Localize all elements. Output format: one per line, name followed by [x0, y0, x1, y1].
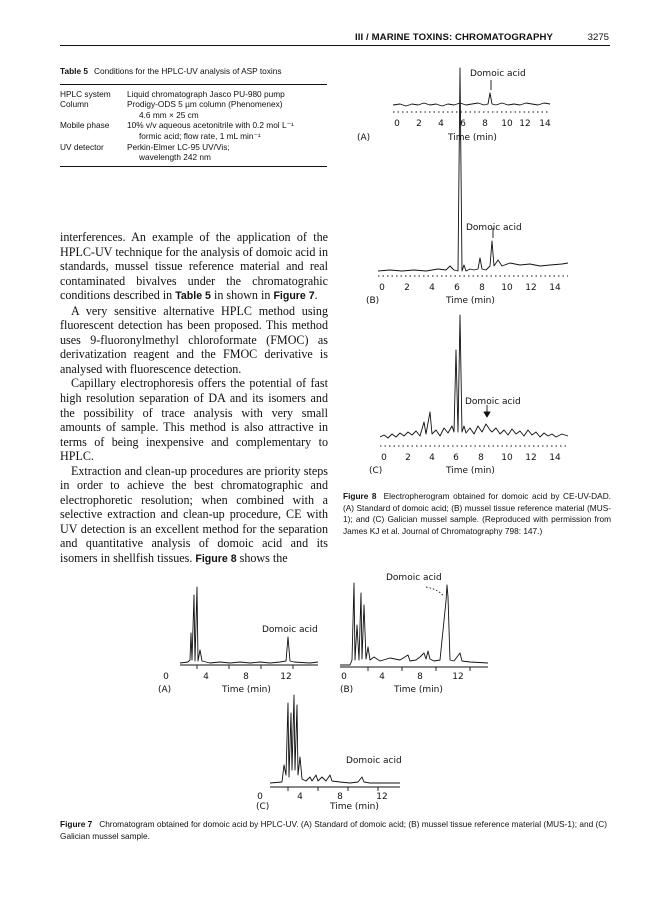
section-title: III / MARINE TOXINS: CHROMATOGRAPHY: [355, 32, 554, 43]
tick-b-0: 0: [379, 283, 385, 293]
table-row: [60, 89, 327, 100]
figure-8-electropherogram: [350, 60, 610, 480]
table-rows: [60, 85, 327, 166]
table-5: [60, 66, 327, 167]
figure-7-caption: [60, 819, 610, 842]
tick-b-8: 8: [417, 672, 423, 682]
tick-a-0: 0: [394, 119, 400, 129]
table-value: 10% v/v aqueous acetonitrile with 0.2 mol L⁻¹: [127, 120, 294, 131]
figure-8-label: Figure 8: [343, 491, 377, 501]
paragraph-1: interferences. An example of the application of the HPLC-UV technique for the analysis of domoic acid in standards, mussel tissue reference material and real contaminated bivalves under the chromatograhic conditions described in Table 5 in shown in Figure 7.: [60, 230, 328, 303]
panel-label-a: (A): [357, 133, 371, 143]
figure-7-ref: Figure 7: [273, 290, 315, 303]
tick-b-6: 6: [454, 283, 460, 293]
tick-c-4: 4: [429, 453, 435, 463]
peak-label-c: Domoic acid: [465, 397, 521, 407]
tick-c-0: 0: [257, 792, 263, 802]
trace-a: [393, 93, 550, 106]
xlabel-a: Time (min): [222, 685, 271, 695]
tick-a-4: 4: [438, 119, 444, 129]
table-key: HPLC system: [60, 88, 111, 99]
body-text: [60, 230, 328, 567]
panel-label-b: (B): [366, 296, 380, 306]
tick-c-2: 2: [405, 453, 411, 463]
table-key: Column: [60, 99, 89, 110]
xlabel-a: Time (min): [448, 133, 497, 143]
tick-a-14: 14: [539, 119, 551, 129]
xlabel-b: Time (min): [446, 296, 495, 306]
table-value-cont: formic acid; flow rate, 1 mL min⁻¹: [139, 130, 261, 141]
tick-b-0: 0: [341, 672, 347, 682]
table-5-caption: [60, 66, 327, 77]
tick-a-2: 2: [416, 119, 422, 129]
panel-label-b: (B): [340, 685, 354, 695]
peak-label-b: Domoic acid: [466, 223, 522, 233]
figure-7-caption-text: Chromatogram obtained for domoic acid by HPLC-UV. (A) Standard of domoic acid; (B) mussel tissue reference material (MUS-1); and (C) Galician mussel sample.: [60, 819, 608, 841]
tick-b-8: 8: [479, 283, 485, 293]
tick-c-8: 8: [337, 792, 343, 802]
tick-b-12: 12: [452, 672, 464, 682]
table-value: Prodigy-ODS 5 µm column (Phenomenex): [127, 99, 283, 110]
table-row: [60, 142, 327, 153]
peak-label-b: Domoic acid: [386, 573, 442, 583]
table-key: Mobile phase: [60, 120, 110, 131]
tick-a-0: 0: [163, 672, 169, 682]
peak-label-c: Domoic acid: [346, 756, 402, 766]
peak-label-a: Domoic acid: [470, 69, 526, 79]
header-rule: [60, 45, 610, 46]
table-value: Perkin-Elmer LC-95 UV/Vis;: [127, 141, 230, 152]
tick-a-8: 8: [243, 672, 249, 682]
trace-c: [270, 695, 400, 783]
tick-a-8: 8: [482, 119, 488, 129]
table-5-caption-text: Conditions for the HPLC-UV analysis of ASP toxins: [93, 66, 282, 76]
tick-c-6: 6: [453, 453, 459, 463]
trace-c: [380, 315, 568, 438]
trace-b: [378, 68, 568, 271]
figure-8-caption: [343, 491, 611, 537]
tick-a-4: 4: [203, 672, 209, 682]
tick-a-6: 6: [460, 119, 466, 129]
tick-a-12: 12: [519, 119, 531, 129]
tick-b-12: 12: [525, 283, 537, 293]
tick-c-14: 14: [549, 453, 561, 463]
table-key: UV detector: [60, 141, 104, 152]
tick-b-4: 4: [379, 672, 385, 682]
figure-7-chromatograms: [150, 565, 510, 810]
panel-label-c: (C): [369, 466, 383, 476]
xlabel-c: Time (min): [330, 802, 379, 810]
tick-a-12: 12: [280, 672, 292, 682]
table-row: [60, 99, 327, 110]
xlabel-b: Time (min): [394, 685, 443, 695]
tick-c-0: 0: [381, 453, 387, 463]
paragraph-3: Capillary electrophoresis offers the potential of fast high resolution separation of DA and its isomers and the possibility of trace analysis with very small amounts of sample. This method is also attractive in terms of being inexpensive and complementary to HPLC.: [60, 376, 328, 464]
tick-b-10: 10: [501, 283, 513, 293]
tick-a-10: 10: [501, 119, 513, 129]
tick-c-12: 12: [376, 792, 388, 802]
page-number: 3275: [587, 32, 609, 43]
tick-c-12: 12: [525, 453, 537, 463]
table-value: Liquid chromatograph Jasco PU-980 pump: [127, 88, 285, 99]
tick-b-2: 2: [404, 283, 410, 293]
table-row-cont: [60, 131, 327, 142]
paragraph-2: A very sensitive alternative HPLC method using fluorescent detection has been proposed. This method uses 9-fluoronylmethyl chloroformate (FMOC) as derivatization reagent and the FMOC derivative is analysed with fluorescence detection.: [60, 303, 328, 376]
running-head: [355, 32, 609, 43]
table-5-ref: Table 5: [175, 290, 211, 303]
figure-8-ref: Figure 8: [195, 553, 237, 566]
table-row: [60, 120, 327, 131]
tick-c-4: 4: [297, 792, 303, 802]
table-bottom-rule: [60, 166, 327, 167]
tick-c-8: 8: [478, 453, 484, 463]
figure-7-label: Figure 7: [60, 819, 93, 829]
paragraph-4: Extraction and clean-up procedures are priority steps in order to achieve the best chromatographic and electrophoretic resolution; when combined with a selective extraction and clean-up procedure, CE with UV detection is an excellent method for the separation and quantitative analysis of domoic acid and its isomers in shellfish tissues. Figure 8 shows the: [60, 463, 328, 566]
table-5-label: Table 5: [60, 66, 88, 76]
panel-label-c: (C): [256, 802, 270, 810]
table-row-cont: [60, 110, 327, 121]
figure-8-caption-text: Electropherogram obtained for domoic acid by CE-UV-DAD. (A) Standard of domoic acid; (B) mussel tissue reference material (MUS-1); and (C) Galician mussel sample. (Reproduced with permission from James KJ et al. Journal of Chromatography 798: 147.): [343, 491, 611, 536]
panel-label-a: (A): [158, 685, 172, 695]
table-value-cont: 4.6 mm × 25 cm: [139, 109, 199, 120]
xlabel-c: Time (min): [446, 466, 495, 476]
table-row-cont: [60, 152, 327, 163]
peak-label-a: Domoic acid: [262, 625, 318, 635]
tick-b-4: 4: [429, 283, 435, 293]
tick-c-10: 10: [501, 453, 513, 463]
trace-b: [340, 583, 488, 665]
table-value-cont: wavelength 242 nm: [139, 152, 211, 163]
tick-b-14: 14: [549, 283, 561, 293]
